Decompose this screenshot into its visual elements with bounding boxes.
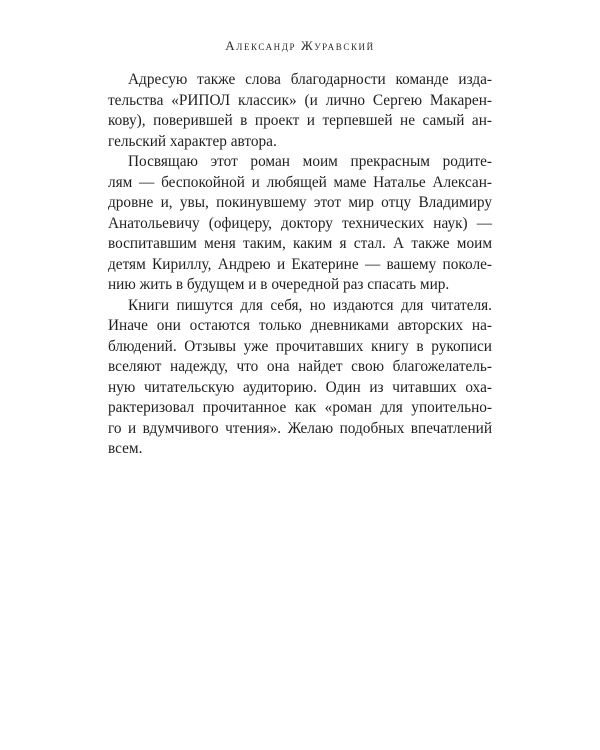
text-line: нию жить в будущем и в очередной раз спасать мир.	[108, 276, 450, 293]
text-line: рактеризовал прочитанное как «роман для упоительно-	[108, 399, 492, 416]
paragraph-gratitude	[108, 70, 492, 152]
text-line: всем.	[108, 440, 143, 457]
text-line: ную читательскую аудиторию. Один из читавших оха-	[108, 378, 492, 396]
text-line: го и вдумчивого чтения». Желаю подобных впечатлений	[108, 419, 492, 437]
text-line: вселяют надежду, что она найдет свою благожелатель-	[108, 358, 492, 375]
running-head-author: Александр Журавский	[225, 38, 375, 53]
text-line: тельства «РИПОЛ классик» (и лично Сергею Макарен-	[108, 91, 492, 109]
text-line: кову), поверившей в проект и терпевшей не самый ан-	[108, 112, 492, 129]
text-line: Посвящаю этот роман моим прекрасным родите-	[128, 153, 492, 170]
paragraph-dedication	[108, 152, 492, 296]
text-line: Адресую также слова благодарности команде изда-	[128, 71, 492, 88]
body-text	[108, 70, 492, 460]
text-line: дровне и, увы, покинувшему этот мир отцу Владимиру	[108, 194, 492, 211]
text-line: детям Кириллу, Андрею и Екатерине — вашему поколе-	[108, 255, 492, 273]
text-line: Книги пишутся для себя, но издаются для читателя.	[128, 296, 492, 314]
text-line: воспитавшим меня таким, каким я стал. А также моим	[108, 235, 492, 252]
text-line: лям — беспокойной и любящей маме Наталье Алексан-	[108, 173, 492, 191]
text-line: Анатольевичу (офицеру, доктору технических наук) —	[108, 214, 492, 232]
text-line: Иначе они остаются только дневниками авторских на-	[108, 317, 492, 334]
text-line: блюдений. Отзывы уже прочитавших книгу в рукописи	[108, 337, 492, 355]
paragraph-readers	[108, 296, 492, 460]
text-line: гельский характер автора.	[108, 132, 277, 150]
